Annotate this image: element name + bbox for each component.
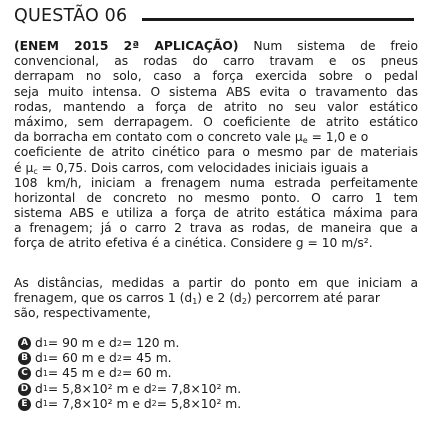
option-d[interactable]: D d 1 = 5,8×10² m e d 2 = 7,8×10² m. bbox=[18, 382, 418, 397]
option-a[interactable]: A d 1 = 90 m e d 2 = 120 m. bbox=[18, 336, 418, 351]
statement-line: (ENEM 2015 2ª APLICAÇÃO) Num sistema de freio bbox=[14, 39, 419, 53]
exam-source: (ENEM 2015 2ª APLICAÇÃO) bbox=[14, 39, 239, 53]
statement-line: da borracha em contato com o concreto vale $\mu_e = 1,0$ e o bbox=[14, 130, 369, 146]
statement-line: horizontal de concreto no mesmo ponto. O carro 1 tem bbox=[14, 190, 418, 205]
option-letter-badge: D bbox=[18, 383, 31, 396]
statement-line: é $\mu_c = 0,75$. Dois carros, com velocidades iniciais iguais a bbox=[14, 160, 369, 176]
statement-line: a frenagem; já o carro 2 trava as rodas, de maneira que a bbox=[14, 221, 418, 236]
prompt-line: frenagem, que os carros 1 $(d_1)$ e 2 $(d_2)$ percorrem até parar bbox=[14, 291, 380, 307]
option-letter-badge: C bbox=[18, 367, 31, 380]
option-e[interactable]: E d 1 = 7,8×10² m e d 2 = 5,8×10² m. bbox=[18, 397, 418, 412]
statement-line: máximo, sem derrapagem. O coeficiente de atrito estático bbox=[14, 114, 418, 129]
answer-options bbox=[18, 336, 418, 412]
header-divider bbox=[142, 18, 414, 21]
question-header bbox=[14, 4, 414, 28]
option-letter-badge: B bbox=[18, 352, 31, 365]
statement-line: força de atrito efetiva é a cinética. Considere g = 10 m/s². bbox=[14, 236, 373, 251]
question-number-title: QUESTÃO 06 bbox=[14, 6, 128, 26]
statement-line: coeficiente de atrito cinético para o mesmo par de materiais bbox=[14, 145, 418, 160]
statement-line: rodas, mantendo a força de atrito no seu valor estático bbox=[14, 99, 418, 114]
option-c[interactable]: C d 1 = 45 m e d 2 = 60 m. bbox=[18, 366, 418, 381]
option-b[interactable]: B d 1 = 60 m e d 2 = 45 m. bbox=[18, 351, 418, 366]
option-letter-badge: A bbox=[18, 337, 31, 350]
question-prompt bbox=[14, 276, 418, 322]
statement-line: convencional, as rodas do carro travam e os pneus bbox=[14, 54, 418, 69]
option-letter-badge: E bbox=[18, 398, 31, 411]
statement-line: seja muito intensa. O sistema ABS evita o travamento das bbox=[14, 84, 418, 99]
statement-line: 108 km/h, iniciam a frenagem numa estrada perfeitamente bbox=[14, 175, 418, 190]
question-statement bbox=[14, 39, 418, 252]
statement-line: sistema ABS e utiliza a força de atrito estática máxima para bbox=[14, 206, 418, 221]
prompt-line: As distâncias, medidas a partir do ponto em que iniciam a bbox=[14, 276, 418, 290]
statement-line: derrapam no solo, caso a força exercida sobre o pedal bbox=[14, 69, 418, 84]
prompt-line: são, respectivamente, bbox=[14, 306, 151, 321]
